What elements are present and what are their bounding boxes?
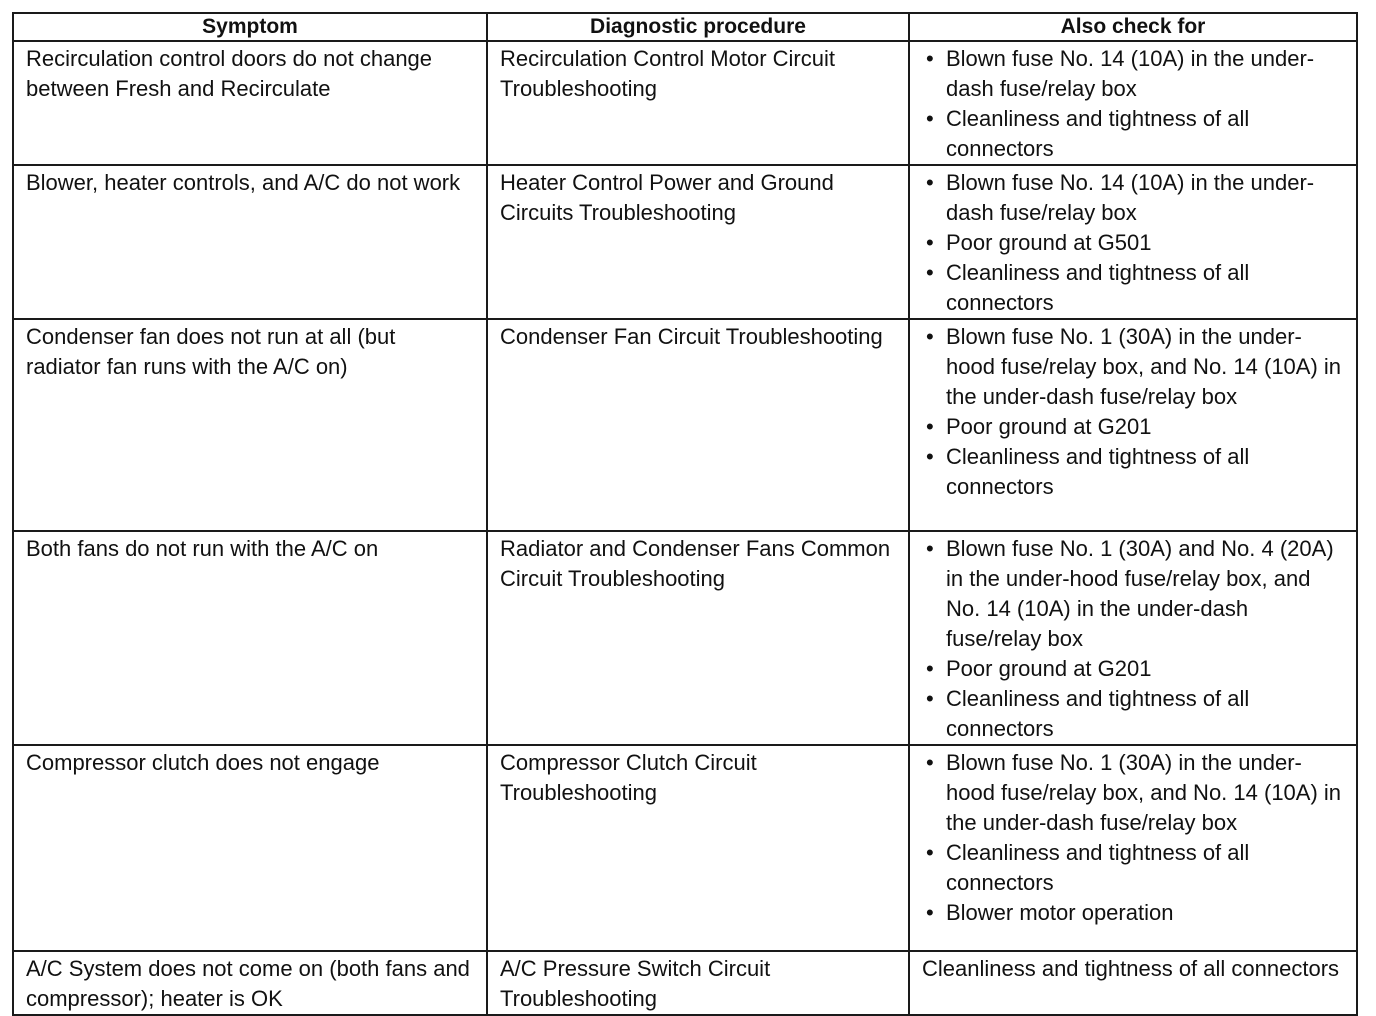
table-row [13, 41, 1357, 165]
bullet-icon: • [926, 686, 934, 711]
check-text: Cleanliness and tightness of all connectors [922, 956, 1340, 981]
check-list [922, 534, 1346, 744]
check-cell [909, 165, 1357, 319]
bullet-icon: • [926, 230, 934, 255]
check-item [922, 898, 1346, 928]
table-header-row [13, 13, 1357, 41]
procedure-cell: A/C Pressure Switch Circuit Troubleshooting [487, 951, 909, 1015]
bullet-icon: • [926, 840, 934, 865]
table-row [13, 319, 1357, 531]
table-row [13, 165, 1357, 319]
bullet-icon: • [926, 656, 934, 681]
bullet-icon: • [926, 750, 934, 775]
header-symptom: Symptom [13, 13, 487, 41]
check-item [922, 258, 1346, 318]
check-item [922, 412, 1346, 442]
check-cell [909, 531, 1357, 745]
procedure-cell: Radiator and Condenser Fans Common Circuit Troubleshooting [487, 531, 909, 745]
header-diagnostic-procedure: Diagnostic procedure [487, 13, 909, 41]
check-item [922, 228, 1346, 258]
table-row [13, 951, 1357, 1015]
check-item [922, 838, 1346, 898]
check-list [922, 168, 1346, 318]
check-text: Cleanliness and tightness of all connectors [946, 840, 1250, 895]
check-text: Blower motor operation [946, 900, 1174, 925]
bullet-icon: • [926, 106, 934, 131]
check-list [922, 322, 1346, 502]
check-text: Cleanliness and tightness of all connectors [946, 686, 1250, 741]
check-cell [909, 745, 1357, 951]
check-item [922, 748, 1346, 838]
symptom-cell: A/C System does not come on (both fans and compressor); heater is OK [13, 951, 487, 1015]
symptom-cell: Recirculation control doors do not change between Fresh and Recirculate [13, 41, 487, 165]
check-item [922, 654, 1346, 684]
bullet-icon: • [926, 536, 934, 561]
check-item [922, 534, 1346, 654]
symptom-cell: Compressor clutch does not engage [13, 745, 487, 951]
symptom-cell: Both fans do not run with the A/C on [13, 531, 487, 745]
check-text: Cleanliness and tightness of all connectors [946, 106, 1250, 161]
check-item [922, 168, 1346, 228]
bullet-icon: • [926, 414, 934, 439]
check-text: Cleanliness and tightness of all connectors [946, 444, 1250, 499]
bullet-icon: • [926, 170, 934, 195]
procedure-cell: Heater Control Power and Ground Circuits Troubleshooting [487, 165, 909, 319]
check-cell [909, 951, 1357, 1015]
procedure-cell: Compressor Clutch Circuit Troubleshooting [487, 745, 909, 951]
check-text: Poor ground at G201 [946, 656, 1152, 681]
check-text: Blown fuse No. 1 (30A) and No. 4 (20A) in the under-hood fuse/relay box, and No. 14 (10A) in the under-dash fuse/relay box [946, 536, 1334, 651]
symptom-cell: Condenser fan does not run at all (but radiator fan runs with the A/C on) [13, 319, 487, 531]
check-item [922, 104, 1346, 164]
check-cell [909, 319, 1357, 531]
bullet-icon: • [926, 260, 934, 285]
bullet-icon: • [926, 900, 934, 925]
check-item [922, 684, 1346, 744]
check-text: Blown fuse No. 14 (10A) in the under-dash fuse/relay box [946, 170, 1315, 225]
table-row [13, 531, 1357, 745]
diagnostic-table [12, 12, 1358, 1016]
procedure-cell: Condenser Fan Circuit Troubleshooting [487, 319, 909, 531]
check-text: Blown fuse No. 1 (30A) in the under-hood fuse/relay box, and No. 14 (10A) in the under-dash fuse/relay box [946, 750, 1342, 835]
check-item [922, 442, 1346, 502]
check-text: Poor ground at G201 [946, 414, 1152, 439]
table-row [13, 745, 1357, 951]
check-text: Poor ground at G501 [946, 230, 1152, 255]
check-list [922, 44, 1346, 164]
check-text: Blown fuse No. 14 (10A) in the under-dash fuse/relay box [946, 46, 1315, 101]
bullet-icon: • [926, 46, 934, 71]
check-text: Blown fuse No. 1 (30A) in the under-hood fuse/relay box, and No. 14 (10A) in the under-dash fuse/relay box [946, 324, 1342, 409]
bullet-icon: • [926, 324, 934, 349]
check-item [922, 44, 1346, 104]
check-list [922, 748, 1346, 928]
bullet-icon: • [926, 444, 934, 469]
check-item [922, 322, 1346, 412]
header-also-check-for: Also check for [909, 13, 1357, 41]
check-text: Cleanliness and tightness of all connectors [946, 260, 1250, 315]
procedure-cell: Recirculation Control Motor Circuit Troubleshooting [487, 41, 909, 165]
check-cell [909, 41, 1357, 165]
symptom-cell: Blower, heater controls, and A/C do not work [13, 165, 487, 319]
